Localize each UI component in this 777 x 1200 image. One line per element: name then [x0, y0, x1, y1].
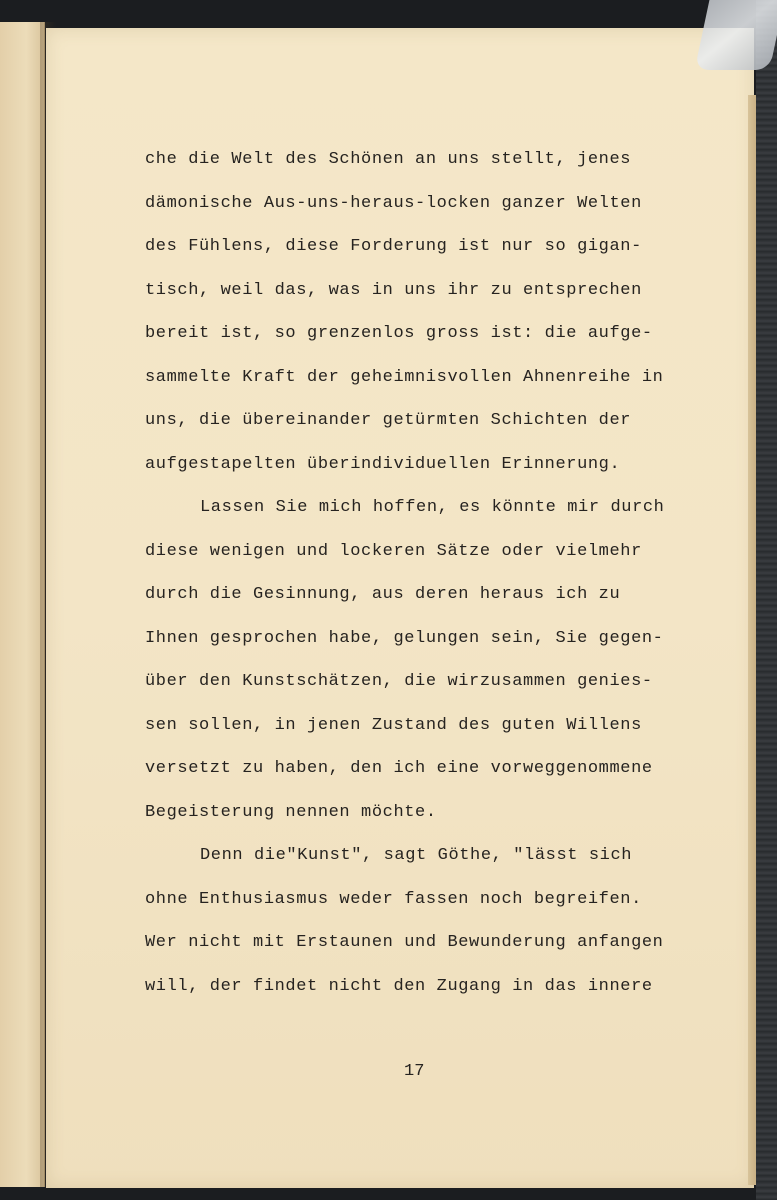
text-line: versetzt zu haben, den ich eine vorweggenommene	[145, 759, 653, 778]
text-line: diese wenigen und lockeren Sätze oder vielmehr	[145, 541, 642, 561]
body-text	[145, 138, 705, 1008]
text-line: bereit ist, so grenzenlos gross ist: die aufge-	[145, 324, 653, 343]
page-number: 17	[404, 1062, 425, 1081]
text-line: Denn die"Kunst", sagt Göthe, "lässt sich	[200, 846, 633, 865]
text-line: des Fühlens, diese Forderung ist nur so gigan-	[145, 237, 642, 256]
text-line: ohne Enthusiasmus weder fassen noch begreifen.	[145, 889, 642, 909]
left-page-edge	[0, 22, 45, 1187]
text-line: über den Kunstschätzen, die wirzusammen genies-	[145, 672, 653, 691]
plastic-tab	[695, 0, 777, 70]
text-line: Ihnen gesprochen habe, gelungen sein, Sie gegen-	[145, 628, 664, 648]
right-page-edge	[748, 95, 756, 1185]
text-line: tisch, weil das, was in uns ihr zu entsprechen	[145, 280, 642, 300]
text-line: will, der findet nicht den Zugang in das innere	[145, 976, 653, 996]
text-line: Begeisterung nennen möchte.	[145, 802, 437, 822]
text-line: Wer nicht mit Erstaunen und Bewunderung anfangen	[145, 933, 664, 952]
book-binding	[756, 0, 777, 1200]
text-line: che die Welt des Schönen an uns stellt, jenes	[145, 150, 632, 169]
text-line: Lassen Sie mich hoffen, es könnte mir durch	[200, 498, 665, 517]
text-line: durch die Gesinnung, aus deren heraus ich zu	[145, 585, 621, 604]
text-line: dämonische Aus-uns-heraus-locken ganzer Welten	[145, 193, 642, 213]
text-line: sen sollen, in jenen Zustand des guten Willens	[145, 715, 642, 735]
text-line: aufgestapelten überindividuellen Erinnerung.	[145, 454, 621, 474]
text-line: sammelte Kraft der geheimnisvollen Ahnenreihe in	[145, 367, 664, 387]
text-line: uns, die übereinander getürmten Schichten der	[145, 411, 632, 430]
